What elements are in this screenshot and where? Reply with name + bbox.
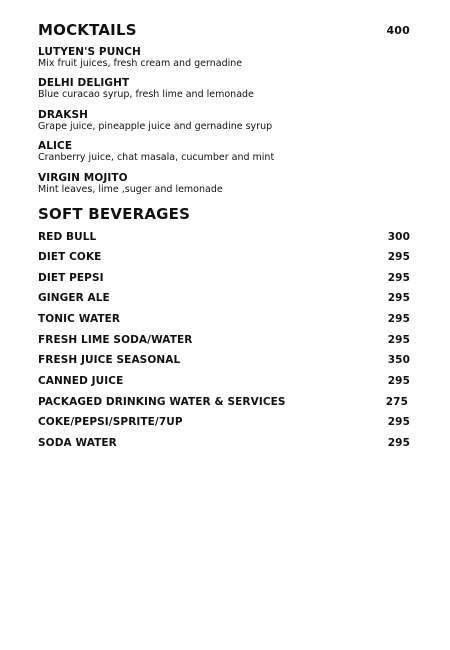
beverage-price: 295 bbox=[387, 251, 410, 263]
mocktail-description: Mix fruit juices, fresh cream and gernadine bbox=[38, 58, 243, 69]
soft-beverages-title: SOFT BEVERAGES bbox=[38, 205, 191, 223]
beverage-price: 275 bbox=[385, 396, 408, 408]
beverage-price: 295 bbox=[387, 375, 410, 387]
beverage-name: COKE/PEPSI/SPRITE/7UP bbox=[38, 416, 183, 428]
mocktail-item bbox=[38, 77, 410, 100]
mocktail-description: Cranberry juice, chat masala, cucumber and mint bbox=[38, 152, 275, 163]
beverage-name: RED BULL bbox=[38, 231, 97, 243]
beverage-row bbox=[38, 271, 410, 285]
beverage-name: TONIC WATER bbox=[38, 313, 121, 325]
beverage-price: 295 bbox=[387, 272, 410, 284]
mocktail-description: Grape juice, pineapple juice and gernadine syrup bbox=[38, 121, 273, 132]
mocktails-title: MOCKTAILS bbox=[38, 21, 137, 39]
mocktail-item bbox=[38, 140, 410, 163]
beverage-price: 295 bbox=[387, 416, 410, 428]
beverage-row bbox=[38, 395, 410, 409]
beverage-price: 350 bbox=[387, 354, 410, 366]
beverage-name: GINGER ALE bbox=[38, 292, 110, 304]
beverage-row bbox=[38, 333, 410, 347]
beverage-price: 295 bbox=[387, 334, 410, 346]
beverage-price: 295 bbox=[387, 313, 410, 325]
mocktail-name: ALICE bbox=[38, 140, 73, 152]
mocktail-name: DRAKSH bbox=[38, 109, 89, 121]
beverage-price: 295 bbox=[387, 437, 410, 449]
mocktails-price: 400 bbox=[386, 24, 410, 37]
beverage-row bbox=[38, 436, 410, 450]
beverage-name: FRESH JUICE SEASONAL bbox=[38, 354, 181, 366]
soft-beverages-header bbox=[38, 205, 410, 225]
mocktail-name: VIRGIN MOJITO bbox=[38, 172, 128, 184]
mocktails-header bbox=[38, 21, 410, 41]
beverage-price: 295 bbox=[387, 292, 410, 304]
beverage-name: DIET COKE bbox=[38, 251, 102, 263]
mocktail-item bbox=[38, 46, 410, 69]
beverage-row bbox=[38, 230, 410, 244]
beverage-name: DIET PEPSI bbox=[38, 272, 104, 284]
mocktail-item bbox=[38, 172, 410, 195]
beverage-row bbox=[38, 291, 410, 305]
beverage-name: FRESH LIME SODA/WATER bbox=[38, 334, 193, 346]
beverage-name: CANNED JUICE bbox=[38, 375, 124, 387]
beverage-price: 300 bbox=[387, 231, 410, 243]
beverage-name: PACKAGED DRINKING WATER & SERVICES bbox=[38, 396, 286, 408]
beverage-row bbox=[38, 374, 410, 388]
beverage-row bbox=[38, 312, 410, 326]
beverage-row bbox=[38, 353, 410, 367]
mocktail-item bbox=[38, 109, 410, 132]
mocktail-description: Blue curacao syrup, fresh lime and lemonade bbox=[38, 89, 254, 100]
beverage-row bbox=[38, 415, 410, 429]
beverage-row bbox=[38, 250, 410, 264]
mocktail-name: LUTYEN'S PUNCH bbox=[38, 46, 141, 58]
mocktail-name: DELHI DELIGHT bbox=[38, 77, 130, 89]
beverage-name: SODA WATER bbox=[38, 437, 117, 449]
mocktail-description: Mint leaves, lime ,suger and lemonade bbox=[38, 184, 223, 195]
